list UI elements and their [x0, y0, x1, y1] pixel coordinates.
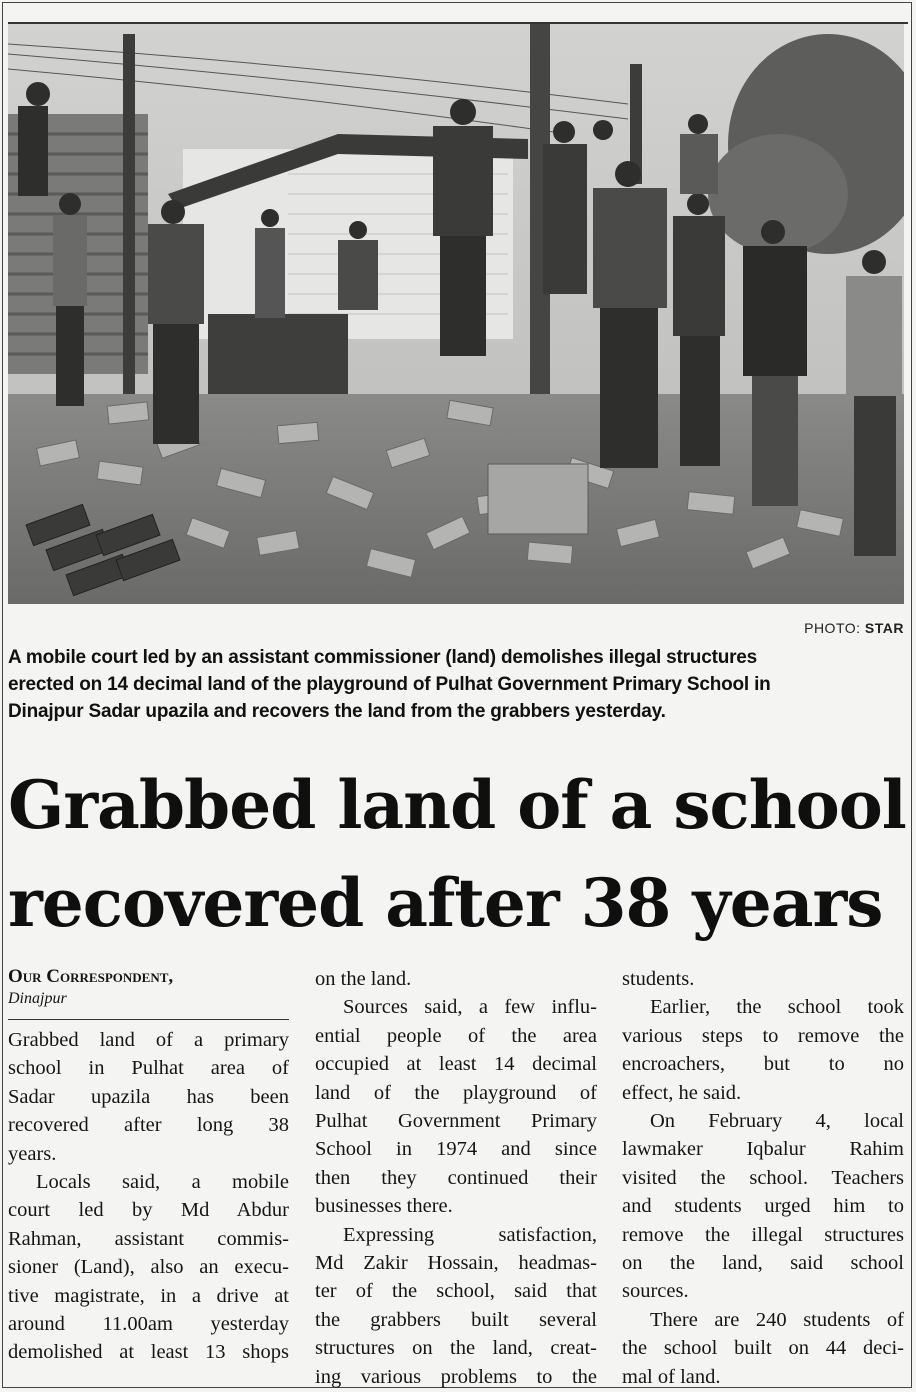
- body-line: Pulhat Government Primary: [315, 1110, 597, 1133]
- body-line: tive magistrate, in a drive at: [8, 1284, 289, 1307]
- headline-line-1: Grabbed land of a school: [8, 766, 906, 844]
- body-line: occupied at least 14 decimal: [315, 1053, 597, 1076]
- credit-source: STAR: [864, 620, 904, 636]
- body-line: and students urged him to: [622, 1195, 904, 1218]
- body-line: encroachers, but to no: [622, 1053, 904, 1076]
- caption-line: erected on 14 decimal land of the playground of Pulhat Government Primary School in: [8, 674, 771, 695]
- body-line: court led by Md Abdur: [8, 1199, 289, 1222]
- body-line: various steps to remove the: [622, 1024, 904, 1047]
- body-line: Grabbed land of a primary: [8, 1029, 289, 1051]
- photo-credit: [804, 620, 904, 636]
- credit-label: PHOTO:: [804, 620, 861, 636]
- body-line: School in 1974 and since: [315, 1138, 597, 1161]
- article-column-3: [622, 965, 904, 1391]
- caption-line: A mobile court led by an assistant commissioner (land) demolishes illegal structures: [8, 647, 758, 668]
- body-line: Sources said, a few influ-: [343, 996, 597, 1019]
- body-line: Locals said, a mobile: [36, 1171, 289, 1194]
- caption-line: Dinajpur Sadar upazila and recovers the land from the grabbers yesterday.: [8, 701, 666, 722]
- article-column-1: [8, 965, 289, 1367]
- body-line: Md Zakir Hossain, headmas-: [315, 1252, 597, 1275]
- body-line: sioner (Land), also an execu-: [8, 1256, 289, 1279]
- body-line: years.: [8, 1142, 57, 1165]
- body-line: land of the playground of: [315, 1081, 597, 1104]
- body-line: on the land, said school: [622, 1252, 904, 1275]
- body-line: mal of land.: [622, 1365, 721, 1388]
- body-line: then they continued their: [315, 1166, 597, 1189]
- body-line: Sadar upazila has been: [8, 1085, 289, 1108]
- body-line: ter of the school, said that: [315, 1280, 597, 1303]
- body-line: On February 4, local: [650, 1110, 904, 1133]
- body-line: lawmaker Iqbalur Rahim: [622, 1138, 904, 1161]
- body-line: Rahman, assistant commis-: [8, 1227, 289, 1250]
- body-line: structures on the land, creat-: [315, 1337, 597, 1360]
- body-line: ential people of the area: [315, 1024, 597, 1047]
- body-line: students.: [622, 968, 695, 990]
- byline-place: Dinajpur: [8, 990, 67, 1007]
- body-line: remove the illegal structures: [622, 1223, 904, 1246]
- news-photo: [8, 24, 904, 604]
- byline-author: Our Correspondent,: [8, 966, 174, 987]
- body-line: Expressing satisfaction,: [343, 1223, 597, 1246]
- body-line: around 11.00am yesterday: [8, 1313, 289, 1336]
- article-column-2: [315, 965, 597, 1391]
- byline-rule: [8, 1019, 289, 1020]
- body-line: businesses there.: [315, 1195, 453, 1218]
- body-line: the grabbers built several: [315, 1308, 597, 1331]
- body-line: ing various problems to the: [315, 1365, 597, 1388]
- body-line: effect, he said.: [622, 1081, 742, 1104]
- body-line: Earlier, the school took: [650, 996, 904, 1019]
- body-line: the school built on 44 deci-: [622, 1337, 904, 1360]
- headline-line-2: recovered after 38 years: [8, 864, 883, 942]
- body-line: school in Pulhat area of: [8, 1057, 289, 1080]
- headline: [8, 756, 908, 952]
- body-line: on the land.: [315, 968, 412, 990]
- body-line: visited the school. Teachers: [622, 1166, 904, 1189]
- body-line: sources.: [622, 1280, 689, 1303]
- body-line: There are 240 students of: [650, 1308, 904, 1331]
- photo-caption: [8, 644, 908, 725]
- body-line: demolished at least 13 shops: [8, 1341, 289, 1364]
- body-line: recovered after long 38: [8, 1114, 289, 1137]
